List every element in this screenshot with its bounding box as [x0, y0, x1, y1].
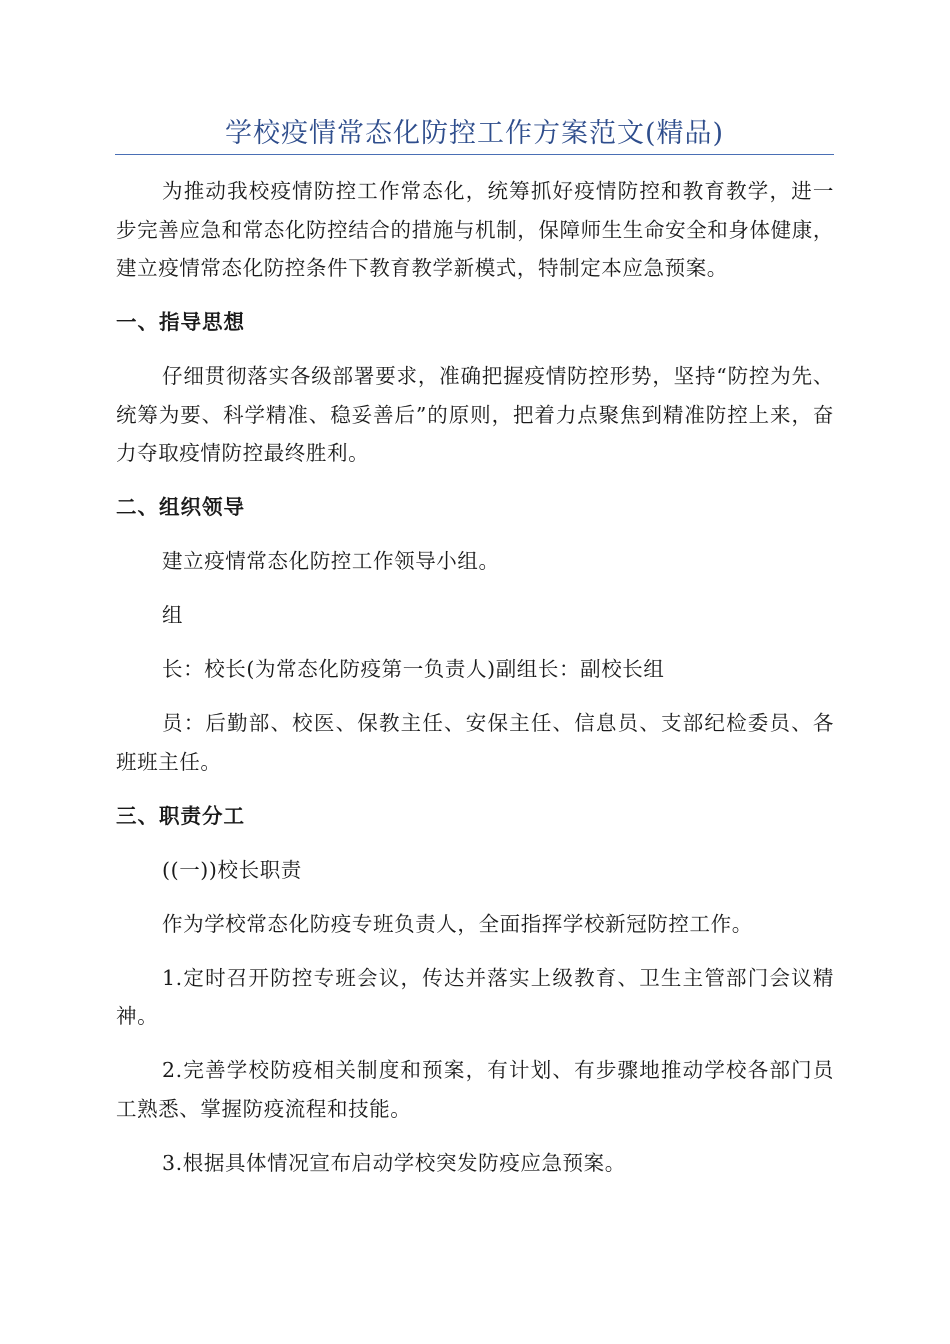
guiding-thought-paragraph: 仔细贯彻落实各级部署要求，准确把握疫情防控形势，坚持“防控为先、统筹为要、科学精准、稳妥善后”的原则，把着力点聚焦到精准防控上来，奋力夺取疫情防控最终胜利。: [116, 364, 834, 465]
organization-paragraph-3: 长：校长(为常态化防疫第一负责人)副组长：副校长组: [162, 657, 665, 681]
organization-paragraph-1: 建立疫情常态化防控工作领导小组。: [162, 549, 500, 573]
organization-paragraph-2: 组: [162, 603, 184, 627]
section-heading-guiding-thought: 一、指导思想: [116, 310, 245, 334]
duty-item-2: 2.完善学校防疫相关制度和预案，有计划、有步骤地推动学校各部门员工熟悉、掌握防疫流程和技能。: [116, 1058, 834, 1121]
section-heading-responsibilities: 三、职责分工: [116, 803, 245, 828]
duty-item-3: 3.根据具体情况宣布启动学校突发防疫应急预案。: [162, 1150, 626, 1175]
title-underline: [115, 154, 834, 155]
principal-duties-paragraph: 作为学校常态化防疫专班负责人，全面指挥学校新冠防控工作。: [162, 911, 753, 936]
section-heading-organization: 二、组织领导: [116, 495, 245, 519]
intro-paragraph: 为推动我校疫情防控工作常态化，统筹抓好疫情防控和教育教学，进一步完善应急和常态化防控结合的措施与机制，保障师生生命安全和身体健康，建立疫情常态化防控条件下教育教学新模式，特制定本应急预案。: [116, 179, 834, 280]
duty-item-1: 1.定时召开防控专班会议，传达并落实上级教育、卫生主管部门会议精神。: [116, 965, 834, 1028]
document-body: [116, 172, 834, 1182]
principal-duties-subheading: ((一))校长职责: [162, 857, 302, 882]
organization-paragraph-4: 员：后勤部、校医、保教主任、安保主任、信息员、支部纪检委员、各班班主任。: [116, 711, 834, 774]
document-title: 学校疫情常态化防控工作方案范文(精品): [224, 118, 725, 149]
